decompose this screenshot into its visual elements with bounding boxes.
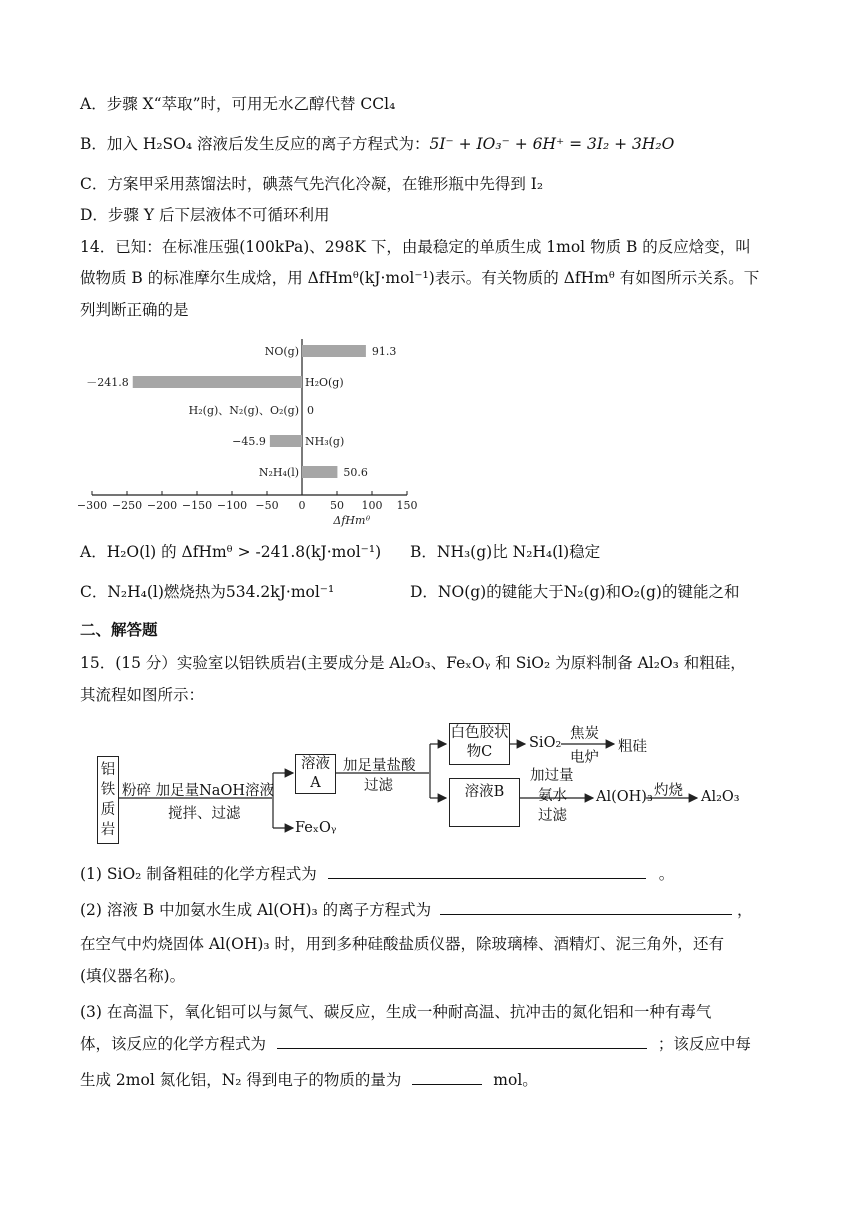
step1-label-top: 粉碎 加足量NaOH溶液 (122, 783, 274, 799)
q15-sub3-line-3 (80, 1068, 800, 1090)
x-tick-label-6: 0 (298, 499, 306, 512)
x-tick-label-8: 100 (361, 499, 383, 512)
crude-si-product: 粗硅 (618, 739, 647, 755)
step1-label-bottom: 搅拌、过滤 (168, 806, 241, 822)
x-tick-label-5: −50 (255, 499, 279, 512)
bar-4 (302, 466, 337, 478)
value-label-2: 0 (307, 404, 314, 417)
answer-blank-3[interactable] (277, 1034, 647, 1049)
q14-option-d: D．NO(g)的键能大于N₂(g)和O₂(g)的键能之和 (410, 583, 740, 601)
bar-0 (302, 345, 366, 357)
category-label-0: NO(g) (264, 345, 299, 358)
x-tick-label-7: 50 (330, 499, 344, 512)
answer-blank-2[interactable] (440, 900, 732, 915)
q15-sub3-line-1: (3) 在高温下，氧化铝可以与氮气、碳反应，生成一种耐高温、抗冲击的氮化铝和一种有毒气 (80, 1003, 712, 1021)
sio2-product: SiO₂ (529, 735, 562, 751)
q13-option-b (80, 132, 800, 154)
q13-option-b-text: B．加入 H₂SO₄ 溶液后发生反应的离子方程式为： (80, 135, 430, 153)
value-label-0: 91.3 (371, 345, 397, 358)
gel-c-box: 白色胶状物C (449, 723, 510, 765)
category-label-3: NH₃(g) (305, 435, 345, 448)
q15-stem-line-2: 其流程如图所示： (80, 686, 205, 704)
q15-sub2-line-3: (填仪器名称)。 (80, 967, 186, 985)
q13-option-a: A．步骤 X“萃取”时，可用无水乙醇代替 CCl₄ (80, 95, 396, 113)
value-label-4: 50.6 (343, 466, 368, 479)
q15-sub1-end: 。 (658, 865, 675, 883)
category-label-2: H₂(g)、N₂(g)、O₂(g) (188, 404, 299, 417)
x-tick-label-9: 150 (396, 499, 418, 512)
x-tick-label-0: −300 (76, 499, 108, 512)
step2-label-top: 加足量盐酸 (343, 758, 416, 774)
fexoy-product: FeₓOᵧ (295, 820, 337, 836)
step3-label-3: 过滤 (538, 808, 567, 824)
q15-stem-line-1: 15．(15 分）实验室以铝铁质岩(主要成分是 Al₂O₃、FeₓOᵧ 和 SiO₂ 为原料制备 Al₂O₃ 和粗硅， (80, 654, 746, 672)
q13-option-c: C．方案甲采用蒸馏法时，碘蒸气先汽化冷凝，在锥形瓶中先得到 I₂ (80, 175, 544, 193)
q14-stem-line-2: 做物质 B 的标准摩尔生成焓，用 ΔfHmᶿ(kJ·mol⁻¹)表示。有关物质的 ΔfHmᶿ 有如图所示关系。下 (80, 269, 760, 287)
raw-material-box: 铝铁质岩 (97, 756, 119, 844)
q15-sub3-end: ；该反应中每 (657, 1035, 751, 1053)
solution-a-box: 溶液A (295, 754, 336, 794)
section-title: 二、解答题 (80, 620, 158, 639)
q15-sub1-text: (1) SiO₂ 制备粗硅的化学方程式为 (80, 865, 317, 883)
q15-sub3-question: 生成 2mol 氮化铝，N₂ 得到电子的物质的量为 (80, 1071, 402, 1089)
coke-label: 焦炭 (570, 726, 599, 742)
aloh3-product: Al(OH)₃ (596, 789, 653, 805)
q15-sub3-line-2 (80, 1032, 800, 1054)
step2-label-bottom: 过滤 (364, 778, 393, 794)
q14-stem-line-3: 列判断正确的是 (80, 301, 189, 319)
category-label-1: H₂O(g) (305, 376, 344, 389)
furnace-label: 电炉 (570, 750, 599, 766)
category-label-4: N₂H₄(l) (258, 466, 299, 479)
bar-3 (270, 435, 302, 447)
x-tick-label-2: −200 (146, 499, 178, 512)
step3-label-2: 氨水 (538, 788, 567, 804)
q15-sub3-text: 体，该反应的化学方程式为 (80, 1035, 267, 1053)
process-flow-diagram (80, 716, 780, 846)
x-tick-label-4: −100 (216, 499, 248, 512)
x-axis-label: ΔfHmᶿ (333, 514, 371, 527)
q13-option-b-equation: 5I⁻ + IO₃⁻ + 6H⁺ = 3I₂ + 3H₂O (429, 135, 675, 153)
q15-sub1 (80, 862, 800, 884)
answer-blank-1[interactable] (328, 864, 646, 879)
al2o3-product: Al₂O₃ (701, 789, 740, 805)
q14-stem-line-1: 14．已知：在标准压强(100kPa)、298K 下，由最稳定的单质生成 1mol 物质 B 的反应焓变，叫 (80, 238, 751, 256)
q15-sub2-text: (2) 溶液 B 中加氨水生成 Al(OH)₃ 的离子方程式为 (80, 901, 432, 919)
bar-1 (133, 376, 302, 388)
q15-sub3-unit: mol。 (493, 1071, 538, 1089)
value-label-1: －241.8 (86, 376, 129, 389)
value-label-3: −45.9 (232, 435, 266, 448)
q15-sub2-line-1 (80, 898, 800, 920)
q15-sub2-end: ， (737, 901, 753, 919)
x-tick-label-3: −150 (181, 499, 213, 512)
step3-label-1: 加过量 (530, 768, 574, 784)
burn-label: 灼烧 (654, 783, 683, 799)
q14-option-c: C．N₂H₄(l)燃烧热为534.2kJ·mol⁻¹ (80, 583, 335, 601)
answer-blank-4[interactable] (412, 1070, 482, 1085)
q14-option-b: B．NH₃(g)比 N₂H₄(l)稳定 (410, 543, 601, 561)
q13-option-d: D．步骤 Y 后下层液体不可循环利用 (80, 206, 330, 224)
solution-b-box: 溶液B (449, 778, 520, 827)
q15-sub2-line-2: 在空气中灼烧固体 Al(OH)₃ 时，用到多种硅酸盐质仪器，除玻璃棒、酒精灯、泥三角外，还有 (80, 935, 725, 953)
x-tick-label-1: −250 (111, 499, 143, 512)
q14-option-a: A．H₂O(l) 的 ΔfHmᶿ > -241.8(kJ·mol⁻¹) (80, 543, 382, 561)
enthalpy-bar-chart (76, 335, 440, 530)
